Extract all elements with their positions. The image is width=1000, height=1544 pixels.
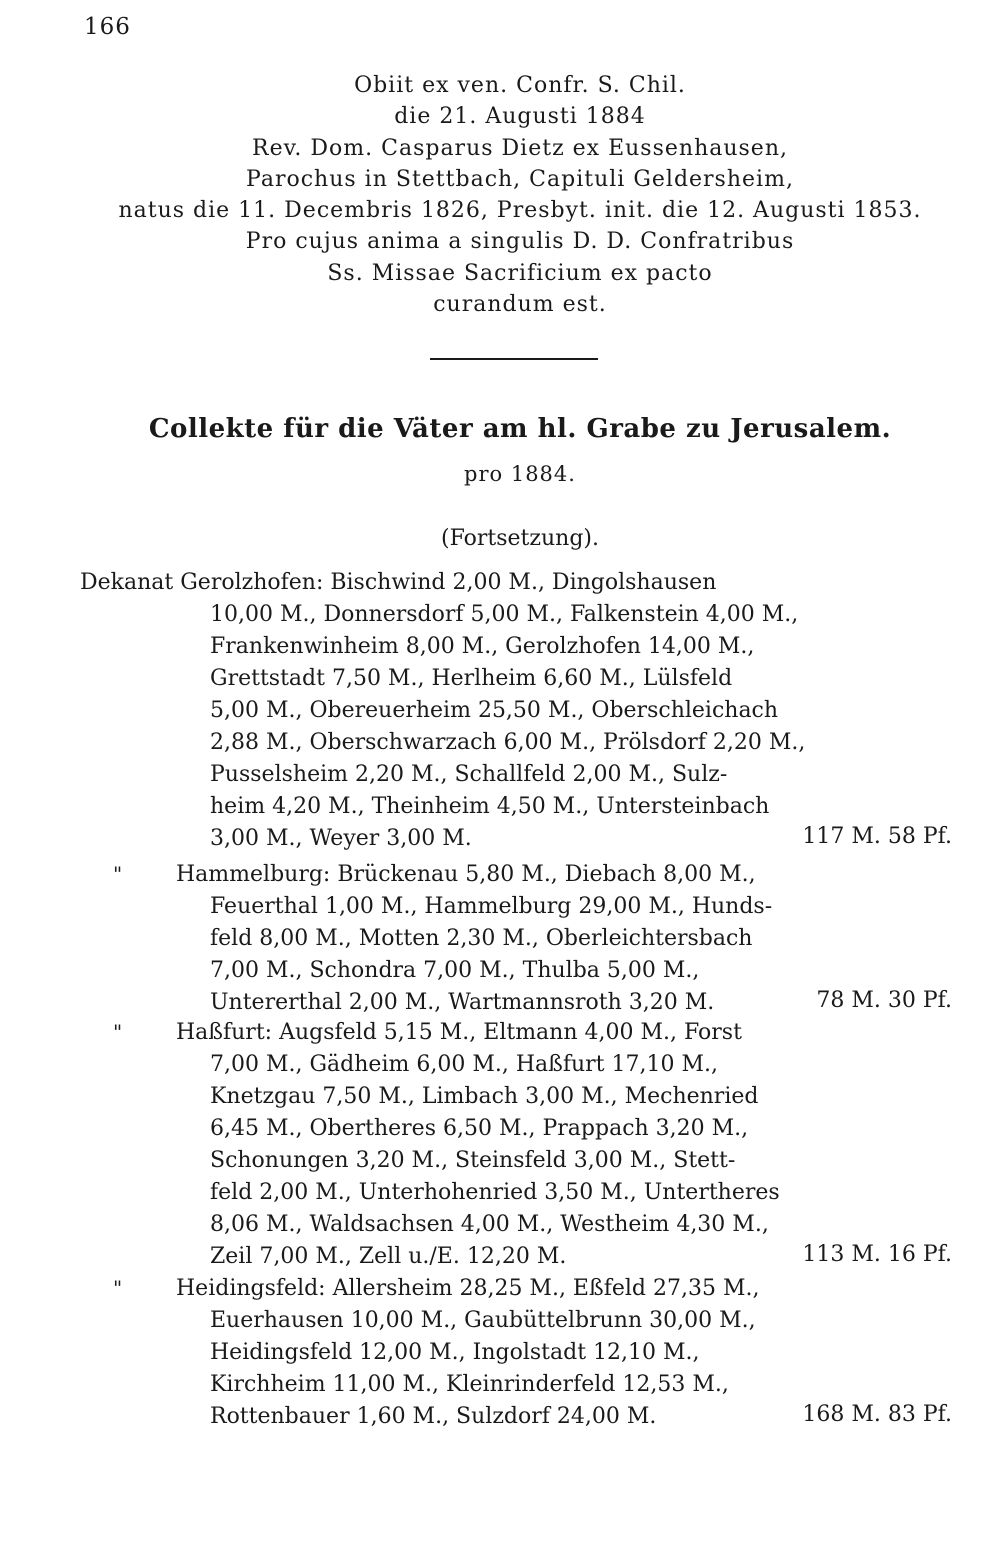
entry-line: Rottenbauer 1,60 M., Sulzdorf 24,00 M. xyxy=(210,1404,657,1429)
obituary-line: Ss. Missae Sacrificium ex pacto xyxy=(327,260,713,286)
entry-line: 3,00 M., Weyer 3,00 M. xyxy=(210,826,472,851)
entry-line: 5,00 M., Obereuerheim 25,50 M., Oberschleichach xyxy=(210,698,779,723)
obituary-line: Rev. Dom. Casparus Dietz ex Eussenhausen, xyxy=(252,135,788,161)
entry-line: 6,45 M., Obertheres 6,50 M., Prappach 3,20 M., xyxy=(210,1116,749,1141)
entry-line: Kirchheim 11,00 M., Kleinrinderfeld 12,53 M., xyxy=(210,1372,729,1397)
entry-line: feld 2,00 M., Unterhohenried 3,50 M., Untertheres xyxy=(210,1180,780,1205)
obituary-line: Obiit ex ven. Confr. S. Chil. xyxy=(354,73,686,98)
entry-line: Zeil 7,00 M., Zell u./E. 12,20 M. xyxy=(210,1244,567,1269)
entry-line: Pusselsheim 2,20 M., Schallfeld 2,00 M., Sulz- xyxy=(210,762,728,787)
entry-line: 7,00 M., Gädheim 6,00 M., Haßfurt 17,10 M., xyxy=(210,1052,718,1077)
entry-line: Knetzgau 7,50 M., Limbach 3,00 M., Mechenried xyxy=(210,1084,759,1109)
entry-line: Grettstadt 7,50 M., Herlheim 6,60 M., Lülsfeld xyxy=(210,666,733,691)
section-divider xyxy=(430,358,598,360)
entry-line: Untererthal 2,00 M., Wartmannsroth 3,20 M. xyxy=(210,990,715,1015)
entry-line: Feuerthal 1,00 M., Hammelburg 29,00 M., Hunds- xyxy=(210,894,773,919)
obituary-line: natus die 11. Decembris 1826, Presbyt. init. die 12. Augusti 1853. xyxy=(118,198,922,224)
obituary-line: die 21. Augusti 1884 xyxy=(394,104,646,130)
obituary-notice xyxy=(60,70,980,320)
page-number: 166 xyxy=(84,14,131,40)
entry-line: heim 4,20 M., Theinheim 4,50 M., Untersteinbach xyxy=(210,794,770,819)
entry-line: Frankenwinheim 8,00 M., Gerolzhofen 14,00 M., xyxy=(210,634,755,659)
entry-line: 10,00 M., Donnersdorf 5,00 M., Falkenstein 4,00 M., xyxy=(210,602,799,627)
ditto-mark: " xyxy=(113,1276,123,1300)
entry-total: 78 M. 30 Pf. xyxy=(816,988,952,1013)
obituary-line: Pro cujus anima a singulis D. D. Confratribus xyxy=(245,229,795,255)
entry-line: Heidingsfeld 12,00 M., Ingolstadt 12,10 M., xyxy=(210,1340,700,1365)
collection-title: Collekte für die Väter am hl. Grabe zu Jerusalem. xyxy=(148,414,892,444)
entry-total: 117 M. 58 Pf. xyxy=(802,824,952,849)
entry-line: feld 8,00 M., Motten 2,30 M., Oberleichtersbach xyxy=(210,926,753,951)
ditto-mark: " xyxy=(113,862,123,886)
entry-line: 7,00 M., Schondra 7,00 M., Thulba 5,00 M., xyxy=(210,958,700,983)
entry-total: 113 M. 16 Pf. xyxy=(802,1242,952,1267)
obituary-line: curandum est. xyxy=(433,292,607,318)
entry-line: Haßfurt: Augsfeld 5,15 M., Eltmann 4,00 M., Forst xyxy=(176,1020,742,1045)
obituary-line: Parochus in Stettbach, Capituli Geldersheim, xyxy=(246,166,794,192)
continuation-note: (Fortsetzung). xyxy=(441,526,599,551)
entry-line: Schonungen 3,20 M., Steinsfeld 3,00 M., Stett- xyxy=(210,1148,736,1173)
entry-line: Heidingsfeld: Allersheim 28,25 M., Eßfeld 27,35 M., xyxy=(176,1276,760,1301)
entry-line: 8,06 M., Waldsachsen 4,00 M., Westheim 4,30 M., xyxy=(210,1212,769,1237)
entry-line: 2,88 M., Oberschwarzach 6,00 M., Prölsdorf 2,20 M., xyxy=(210,730,806,755)
collection-year: pro 1884. xyxy=(464,462,576,486)
entry-total: 168 M. 83 Pf. xyxy=(802,1402,952,1427)
entry-line: Euerhausen 10,00 M., Gaubüttelbrunn 30,00 M., xyxy=(210,1308,756,1333)
entry-line: Dekanat Gerolzhofen: Bischwind 2,00 M., Dingolshausen xyxy=(80,570,717,595)
entry-line: Hammelburg: Brückenau 5,80 M., Diebach 8,00 M., xyxy=(176,862,756,887)
ditto-mark: " xyxy=(113,1020,123,1044)
